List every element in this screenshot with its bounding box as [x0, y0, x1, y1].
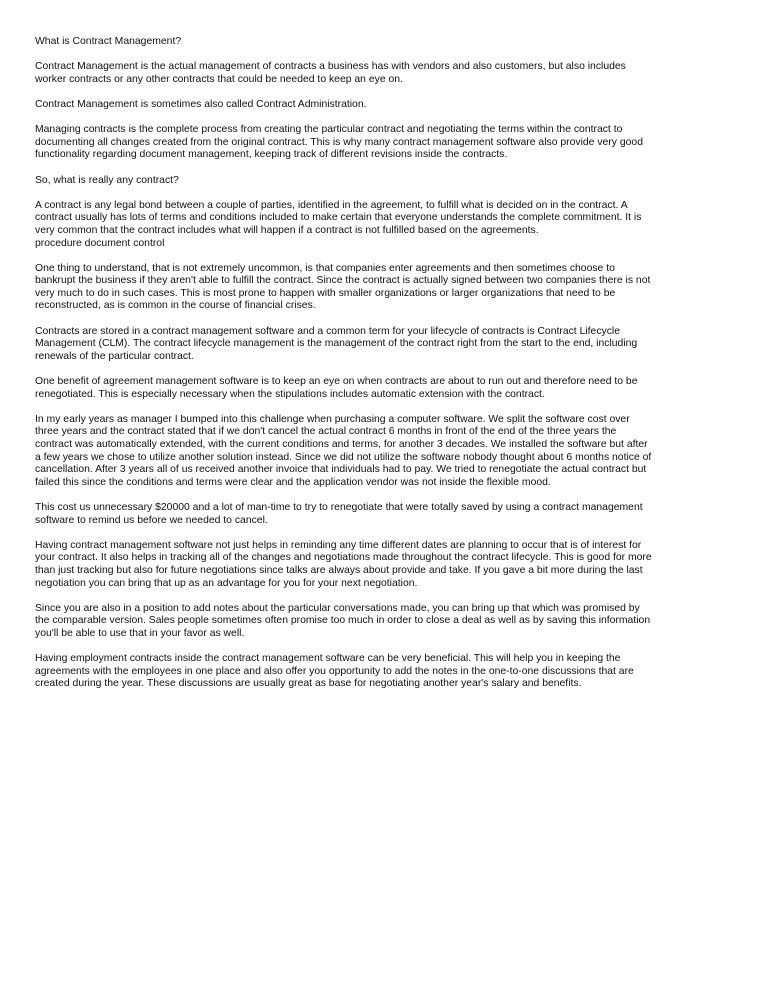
text-line: reconstructed, as is common in the course of financial crises.	[35, 300, 316, 312]
text-line: three years and the contract stated that if we don't cancel the actual contract 6 months in front of the end of the three years the	[35, 426, 617, 438]
text-line: Contracts are stored in a contract management software and a common term for your lifecycle of contracts is Contract Lifecycle	[35, 325, 621, 337]
paragraph	[35, 376, 735, 401]
text-line: What is Contract Management?	[35, 36, 182, 47]
text-line: worker contracts or any other contracts that could be needed to keep an eye on.	[35, 73, 403, 85]
text-line: contract was automatically extended, with the current conditions and terms, for another 3 decades. We installed the software but after	[35, 439, 648, 450]
text-line: software to remind us before we needed to cancel.	[35, 514, 268, 526]
text-line: Contract Management is the actual management of contracts a business has with vendors and also customers, but also includes	[35, 61, 626, 73]
text-line: negotiation you can bring that up as an advantage for you for your next negotiation.	[35, 577, 418, 589]
paragraph	[35, 603, 735, 641]
text-line: created during the year. These discussions are usually great as base for negotiating another year's salary and benefits.	[35, 678, 582, 690]
paragraph	[35, 326, 735, 364]
paragraph	[35, 124, 735, 162]
paragraph	[35, 99, 735, 112]
text-line: Managing contracts is the complete process from creating the particular contract and negotiating the terms within the contract to	[35, 124, 623, 136]
text-line: your contract. It also helps in tracking all of the changes and negotiations made throughout the contract lifecycle. This is good for more	[35, 552, 652, 564]
paragraph-heading	[35, 36, 735, 49]
text-line: renegotiated. This is especially necessary when the stipulations includes automatic extension with the contract.	[35, 388, 545, 400]
text-line: One benefit of agreement management software is to keep an eye on when contracts are about to run out and therefore need to be	[35, 376, 638, 388]
text-line: than just tracking but also for future negotiations since talks are always about provide and take. If you gave a bit more during the last	[35, 564, 643, 576]
text-line: Contract Management is sometimes also called Contract Administration.	[35, 98, 367, 110]
text-line: a few years we chose to utilize another solution instead. Since we did not utilize the software nobody thought about 6 months notice of	[35, 451, 652, 463]
keyword-line: procedure document control	[35, 237, 165, 249]
text-line: very common that the contract includes what will happen if a contract is not fulfilled based on the agreements.	[35, 224, 539, 236]
text-line: functionality regarding document management, keeping track of different revisions inside the contracts.	[35, 149, 508, 161]
text-line: documenting all changes created from the original contract. This is why many contract management software also provide very good	[35, 136, 643, 148]
text-line: very much to do in such cases. This is most prone to happen with smaller organizations or larger organizations that need to be	[35, 287, 616, 299]
text-line: contract usually has lots of terms and conditions included to make certain that everyone understands the complete commitment. It is	[35, 212, 642, 224]
paragraph-subheading	[35, 175, 735, 188]
paragraph	[35, 540, 735, 590]
text-line: bankrupt the business if they aren't able to fulfill the contract. Since the contract is actually signed between two companies there is not	[35, 275, 651, 287]
text-line: renewals of the particular contract.	[35, 350, 194, 362]
paragraph	[35, 200, 735, 250]
text-line: the comparable version. Sales people sometimes often promise too much in order to close a deal as well as by saving this information	[35, 615, 651, 627]
text-line: Management (CLM). The contract lifecycle management is the management of the contract right from the start to the end, including	[35, 338, 638, 350]
text-line: This cost us unnecessary $20000 and a lot of man-time to try to renegotiate that were totally saved by using a contract management	[35, 501, 643, 513]
text-line: cancellation. After 3 years all of us received another invoice that individuals had to pay. We tried to renegotiate the actual contract but	[35, 464, 647, 476]
paragraph	[35, 414, 735, 490]
paragraph	[35, 263, 735, 313]
text-line: Having contract management software not just helps in reminding any time different dates are planning to occur that is of interest for	[35, 539, 642, 551]
text-line: Since you are also in a position to add notes about the particular conversations made, you can bring up that which was promised by	[35, 602, 640, 614]
text-line: In my early years as manager I bumped into this challenge when purchasing a computer software. We split the software cost over	[35, 413, 630, 425]
text-line: failed this since the conditions and terms were clear and the application vendor was not inside the flexible mood.	[35, 476, 551, 488]
paragraph	[35, 502, 735, 527]
text-line: Having employment contracts inside the contract management software can be very beneficial. This will help you in keeping the	[35, 653, 621, 665]
paragraph	[35, 61, 735, 86]
paragraph	[35, 653, 735, 691]
text-line: you'll be able to use that in your favor as well.	[35, 627, 245, 639]
text-line: One thing to understand, that is not extremely uncommon, is that companies enter agreements and then sometimes choose to	[35, 262, 615, 274]
document-page	[35, 36, 735, 703]
text-line: A contract is any legal bond between a couple of parties, identified in the agreement, to fulfill what is decided on in the contract. A	[35, 199, 628, 211]
text-line: agreements with the employees in one place and also offer you opportunity to add the notes in the one-to-one discussions that are	[35, 665, 634, 677]
text-line: So, what is really any contract?	[35, 174, 179, 186]
